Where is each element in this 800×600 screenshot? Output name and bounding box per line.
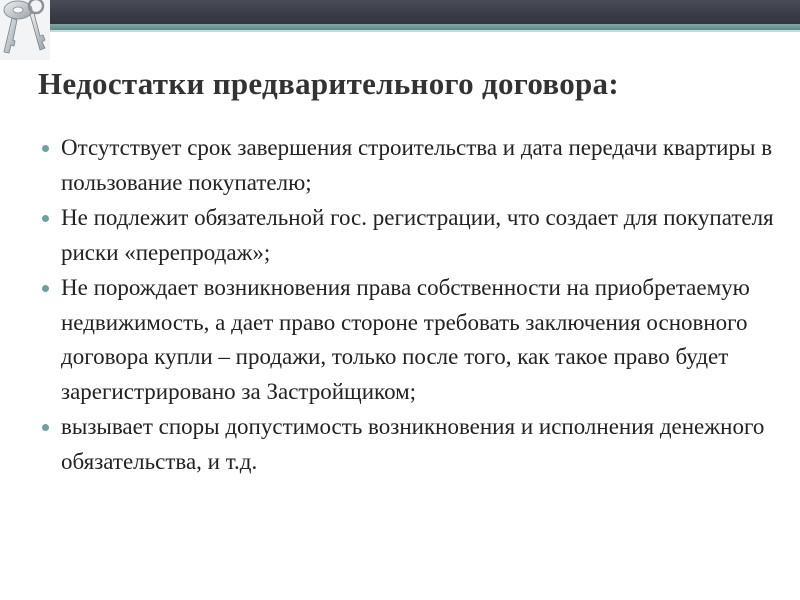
bullet-text: Не порождает возникновения права собственности на приобретаемую недвижимость, а дает право стороне требовать заключения основного договора купли – продажи, только после того, как такое право будет зарегистрировано за Застройщиком;	[61, 275, 750, 404]
bullet-text: Не подлежит обязательной гос. регистрации, что создает для покупателя риски «перепродаж»;	[61, 205, 774, 265]
bullet-dot-icon	[42, 145, 49, 152]
list-item	[38, 201, 778, 270]
bullet-dot-icon	[42, 215, 49, 222]
slide-title: Недостатки предварительного договора:	[38, 66, 619, 101]
header-bar	[48, 0, 800, 24]
bullet-dot-icon	[42, 424, 49, 431]
list-item	[38, 271, 778, 409]
bullet-dot-icon	[42, 285, 49, 292]
list-item	[38, 131, 778, 200]
bullet-text: вызывает споры допустимость возникновения и исполнения денежного обязательства, и т.д.	[61, 414, 765, 474]
bullet-list	[38, 131, 778, 480]
list-item	[38, 410, 778, 479]
header-accent-stripe	[48, 24, 800, 30]
bullet-text: Отсутствует срок завершения строительства и дата передачи квартиры в пользование покупателю;	[61, 135, 773, 195]
keys-icon	[0, 0, 50, 60]
